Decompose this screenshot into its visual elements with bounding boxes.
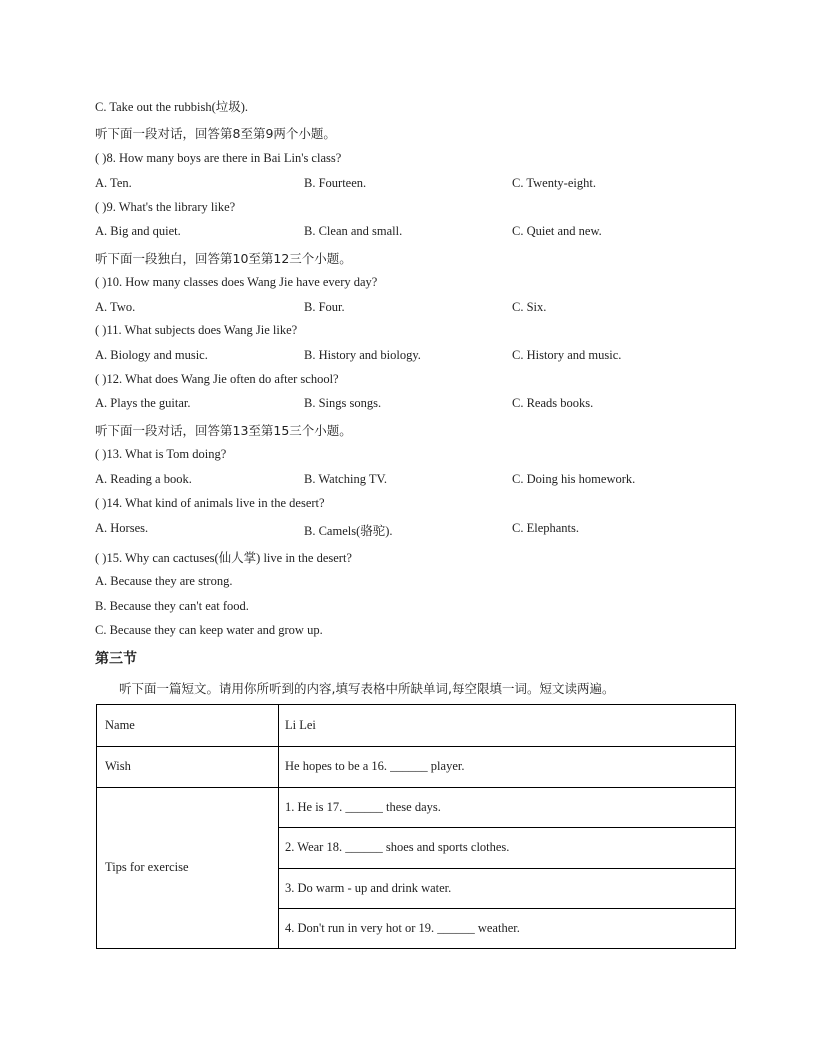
table-tip-1: 1. He is 17. ______ these days. <box>285 799 441 814</box>
section-3-title: 第三节 <box>95 651 137 667</box>
section-heading-dialog-13-15: 听下面一段对话，回答第13至第15三个小题。 <box>95 423 352 438</box>
question-12-stem: ( )12. What does Wang Jie often do after school? <box>95 372 339 386</box>
question-12-option-c: C. Reads books. <box>512 396 594 410</box>
table-label-name: Name <box>105 718 135 732</box>
question-13-option-c: C. Doing his homework. <box>512 472 636 486</box>
table-value-name: Li Lei <box>285 718 316 732</box>
question-14-stem: ( )14. What kind of animals live in the desert? <box>95 496 325 510</box>
question-14-option-b: B. Camels(骆驼). <box>304 524 393 538</box>
question-11-stem: ( )11. What subjects does Wang Jie like? <box>95 323 298 337</box>
section-heading-monologue-10-12: 听下面一段独白，回答第10至第12三个小题。 <box>95 251 352 266</box>
question-13-option-a: A. Reading a book. <box>95 472 192 486</box>
question-15-option-b: B. Because they can't eat food. <box>95 599 249 613</box>
question-12-option-b: B. Sings songs. <box>304 396 382 410</box>
question-13-stem: ( )13. What is Tom doing? <box>95 447 227 461</box>
question-12-option-a: A. Plays the guitar. <box>95 396 191 410</box>
question-9-option-c: C. Quiet and new. <box>512 224 602 238</box>
table-tip-3: 3. Do warm - up and drink water. <box>285 880 452 895</box>
question-15-option-a: A. Because they are strong. <box>95 574 233 588</box>
section-heading-dialog-8-9: 听下面一段对话，回答第8至第9两个小题。 <box>95 126 336 141</box>
fill-in-table <box>96 704 736 949</box>
table-tip-2: 2. Wear 18. ______ shoes and sports clothes. <box>285 840 510 854</box>
question-10-stem: ( )10. How many classes does Wang Jie have every day? <box>95 275 378 289</box>
question-14-option-a: A. Horses. <box>95 521 149 535</box>
table-label-tips: Tips for exercise <box>105 860 189 874</box>
section-3-instruction: 听下面一篇短文。请用你所听到的内容,填写表格中所缺单词,每空限填一词。短文读两遍。 <box>119 681 615 696</box>
q7-option-c: C. Take out the rubbish(垃圾). <box>95 100 249 114</box>
question-8-option-a: A. Ten. <box>95 176 132 190</box>
question-9-option-b: B. Clean and small. <box>304 224 403 238</box>
question-9-option-a: A. Big and quiet. <box>95 224 181 238</box>
question-10-option-c: C. Six. <box>512 300 547 314</box>
question-10-option-a: A. Two. <box>95 300 136 314</box>
question-11-option-a: A. Biology and music. <box>95 348 208 362</box>
table-value-wish: He hopes to be a 16. ______ player. <box>285 759 465 773</box>
question-8-option-c: C. Twenty-eight. <box>512 176 596 190</box>
question-11-option-c: C. History and music. <box>512 348 622 362</box>
question-13-option-b: B. Watching TV. <box>304 472 388 486</box>
question-11-option-b: B. History and biology. <box>304 348 421 362</box>
question-8-option-b: B. Fourteen. <box>304 176 367 190</box>
question-8-stem: ( )8. How many boys are there in Bai Lin's class? <box>95 151 342 165</box>
table-tip-4: 4. Don't run in very hot or 19. ______ weather. <box>285 920 520 935</box>
question-15-option-c: C. Because they can keep water and grow up. <box>95 623 323 637</box>
table-label-wish: Wish <box>105 759 131 773</box>
question-9-stem: ( )9. What's the library like? <box>95 200 236 214</box>
question-15-stem: ( )15. Why can cactuses(仙人掌) live in the desert? <box>95 551 352 565</box>
question-10-option-b: B. Four. <box>304 300 345 314</box>
question-14-option-c: C. Elephants. <box>512 521 580 535</box>
